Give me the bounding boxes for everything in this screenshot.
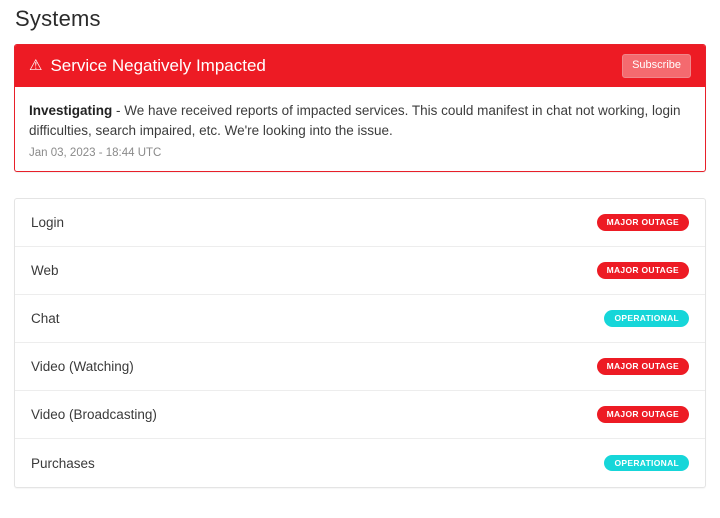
table-row[interactable] (15, 439, 705, 487)
status-badge: OPERATIONAL (604, 455, 689, 472)
page-title: Systems (15, 6, 101, 31)
subscribe-button[interactable]: Subscribe (622, 54, 691, 77)
component-name: Video (Broadcasting) (31, 407, 157, 423)
incident-message-text: - We have received reports of impacted services. This could manifest in chat not working, login difficulties, search impaired, etc. We're looking into the issue. (29, 103, 681, 138)
table-row[interactable] (15, 343, 705, 391)
table-row[interactable] (15, 295, 705, 343)
component-name: Web (31, 263, 59, 279)
table-row[interactable] (15, 391, 705, 439)
incident-banner (14, 44, 706, 172)
incident-status-word: Investigating (29, 103, 113, 118)
status-badge: MAJOR OUTAGE (597, 358, 689, 375)
status-badge: MAJOR OUTAGE (597, 214, 689, 231)
component-name: Chat (31, 311, 60, 327)
incident-header (15, 45, 705, 87)
status-badge: OPERATIONAL (604, 310, 689, 327)
incident-body (15, 87, 705, 171)
status-badge: MAJOR OUTAGE (597, 406, 689, 423)
component-name: Video (Watching) (31, 359, 134, 375)
incident-title: Service Negatively Impacted (50, 56, 266, 75)
status-badge: MAJOR OUTAGE (597, 262, 689, 279)
components-list (14, 198, 706, 488)
component-name: Login (31, 215, 65, 231)
warning-triangle-icon: ⚠ (29, 56, 43, 74)
incident-message (29, 101, 691, 140)
incident-timestamp: Jan 03, 2023 - 18:44 UTC (29, 147, 162, 160)
table-row[interactable] (15, 247, 705, 295)
table-row[interactable] (15, 199, 705, 247)
component-name: Purchases (31, 455, 95, 471)
